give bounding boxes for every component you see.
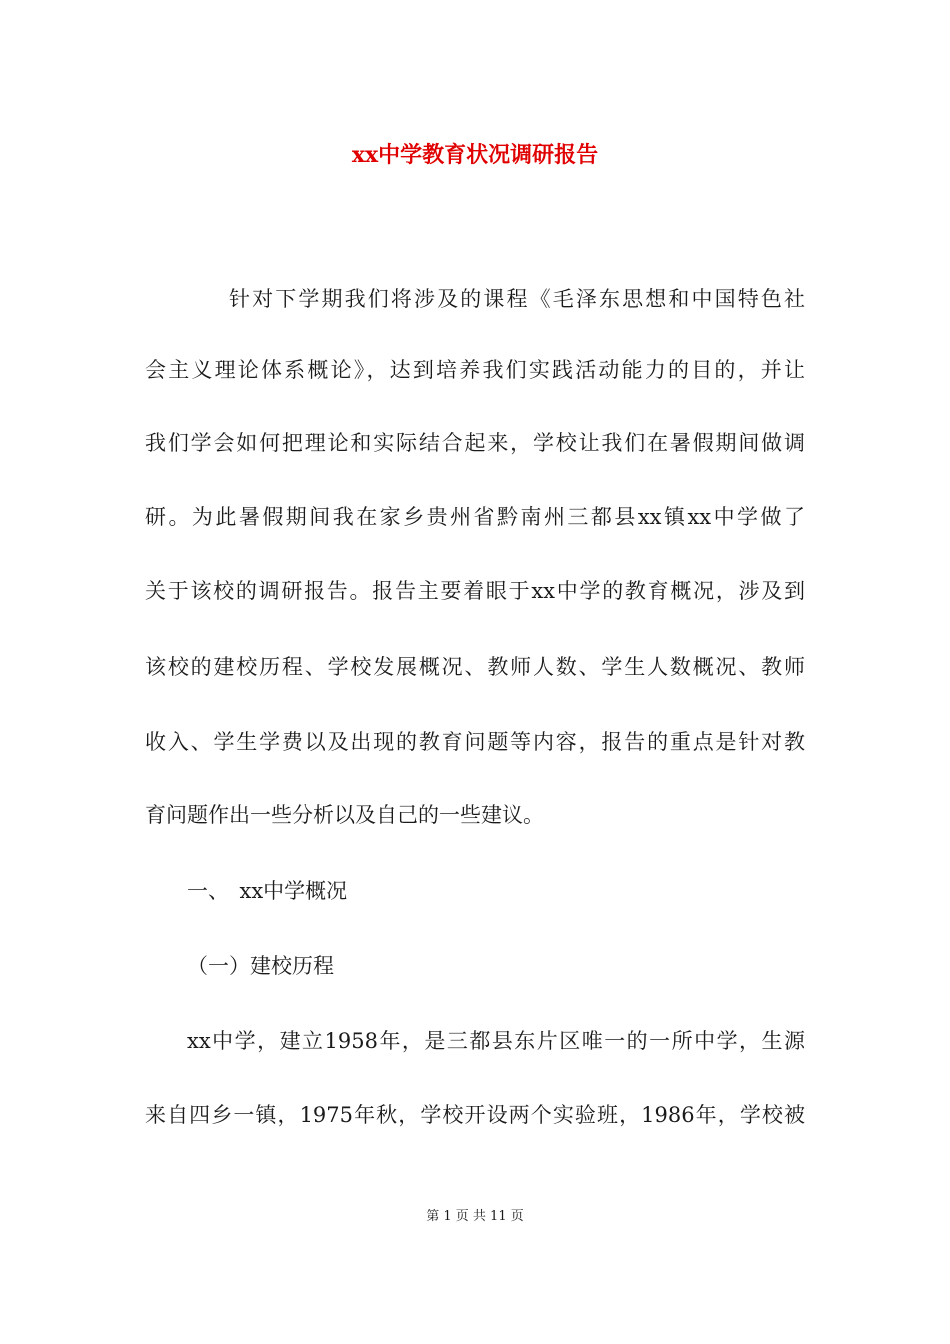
subsection-heading: （一）建校历程 xyxy=(187,954,334,978)
body-line-1: xx中学，建立1958年，是三都县东片区唯一的一所中学，生源 xyxy=(187,1029,805,1053)
intro-line-2: 会主义理论体系概论》，达到培养我们实践活动能力的目的，并让 xyxy=(145,358,805,382)
intro-line-8: 育问题作出一些分析以及自己的一些建议。 xyxy=(145,803,544,827)
document-title: xx中学教育状况调研报告 xyxy=(351,142,599,168)
section-heading: 一、 xx中学概况 xyxy=(187,879,348,903)
intro-line-3: 我们学会如何把理论和实际结合起来，学校让我们在暑假期间做调 xyxy=(145,431,805,455)
intro-line-5: 关于该校的调研报告。报告主要着眼于xx中学的教育概况，涉及到 xyxy=(145,579,805,603)
intro-line-7: 收入、学生学费以及出现的教育问题等内容，报告的重点是针对教 xyxy=(145,730,805,754)
intro-line-1: 针对下学期我们将涉及的课程《毛泽东思想和中国特色社 xyxy=(229,287,805,311)
page-number-footer: 第 1 页 共 11 页 xyxy=(426,1209,524,1224)
intro-line-6: 该校的建校历程、学校发展概况、教师人数、学生人数概况、教师 xyxy=(145,655,805,679)
body-line-2: 来自四乡一镇，1975年秋，学校开设两个实验班，1986年，学校被 xyxy=(145,1103,805,1127)
intro-line-4: 研。为此暑假期间我在家乡贵州省黔南州三都县xx镇xx中学做了 xyxy=(145,505,805,529)
